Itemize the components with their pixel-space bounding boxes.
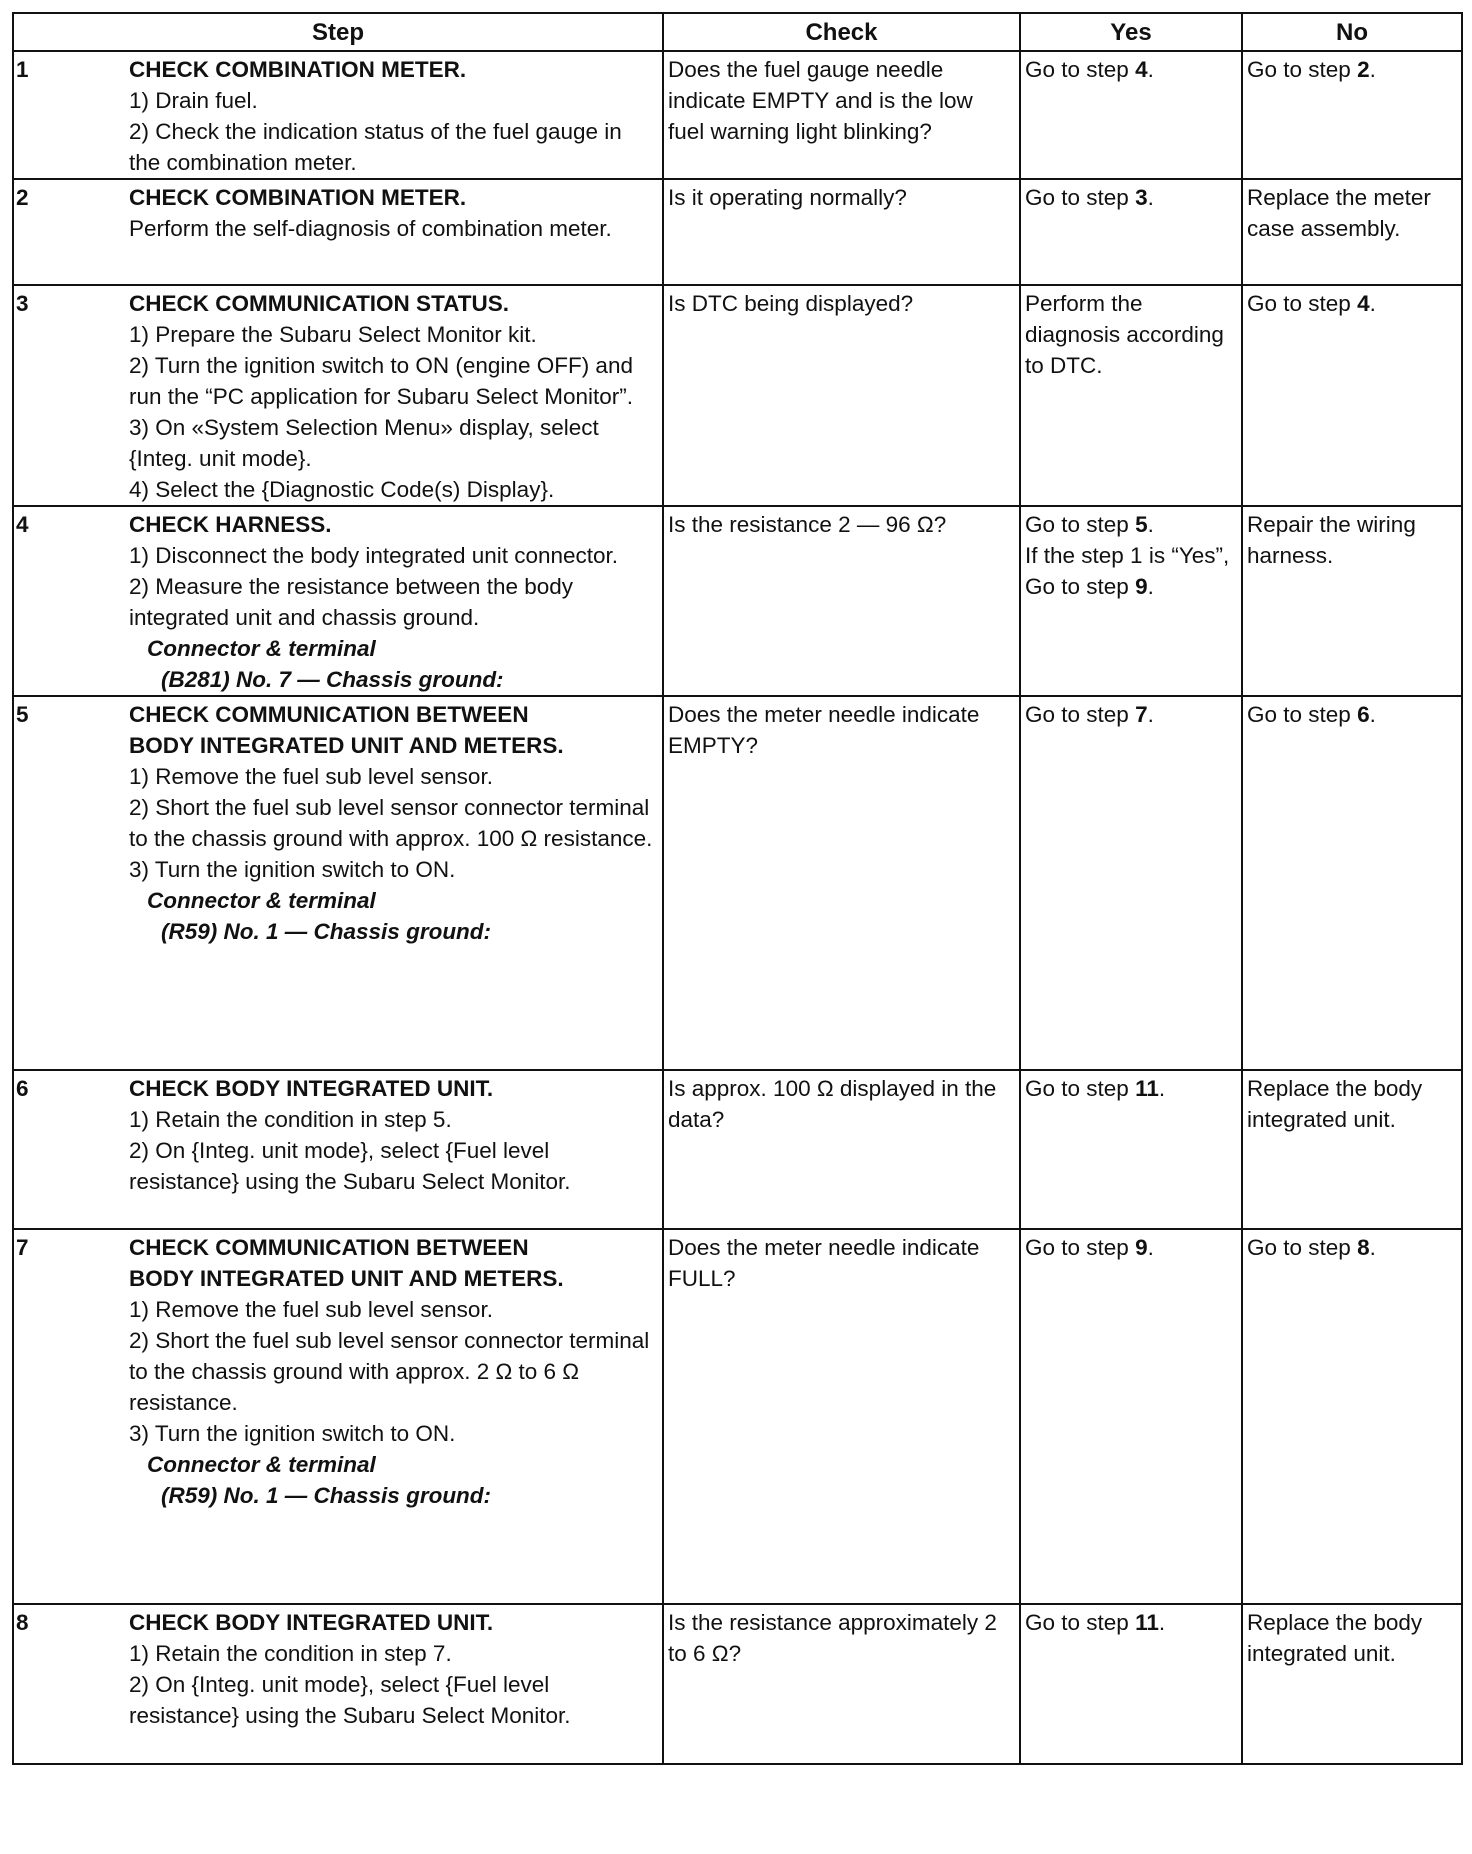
yes-text-end: . — [1158, 1610, 1166, 1635]
step-content — [14, 697, 662, 947]
no-text: Replace the meter case assembly. — [1247, 185, 1431, 241]
yes-text: Go to step — [1025, 1076, 1136, 1101]
step-number: 1 — [16, 57, 29, 82]
step-body — [129, 1605, 662, 1731]
check-cell — [663, 1604, 1020, 1764]
yes-cell — [1020, 696, 1242, 1070]
yes-result — [1025, 699, 1237, 730]
step-title — [129, 1073, 658, 1104]
no-step-number: 8 — [1357, 1235, 1370, 1260]
yes-result — [1025, 509, 1237, 540]
check-text: Does the meter needle indicate FULL? — [668, 1235, 980, 1291]
table-row — [13, 1604, 1462, 1764]
step-title-line: BODY INTEGRATED UNIT AND METERS. — [129, 1266, 564, 1291]
yes-cell — [1020, 1070, 1242, 1229]
no-text-end: . — [1369, 57, 1376, 82]
yes-cell — [1020, 1229, 1242, 1604]
step-title — [129, 182, 658, 213]
procedure-line: 2) Short the fuel sub level sensor connector terminal to the chassis ground with approx. 100 Ω resistance. — [129, 795, 653, 851]
yes-result — [1025, 182, 1237, 213]
procedure-line: 1) Disconnect the body integrated unit connector. — [129, 543, 619, 568]
step-body — [129, 1230, 662, 1511]
procedure-line: 3) Turn the ignition switch to ON. — [129, 1421, 456, 1446]
yes-content — [1021, 1071, 1241, 1106]
step-cell — [13, 696, 663, 1070]
step-column-header: Step — [13, 13, 663, 51]
yes-text: Go to step — [1025, 1235, 1136, 1260]
procedure-line: 3) On «System Selection Menu» display, select {Integ. unit mode}. — [129, 415, 599, 471]
table-row — [13, 696, 1462, 1070]
step-title-line: CHECK HARNESS. — [129, 512, 332, 537]
table-row — [13, 506, 1462, 696]
diagnostic-procedure-table — [12, 12, 1463, 1765]
no-content — [1243, 1605, 1461, 1671]
check-cell — [663, 1070, 1020, 1229]
procedure-line: 2) Short the fuel sub level sensor connector terminal to the chassis ground with approx. 2 Ω to 6 Ω resistance. — [129, 1328, 650, 1415]
connector-terminal: (R59) No. 1 — Chassis ground: — [161, 1483, 492, 1508]
no-content — [1243, 507, 1461, 573]
no-text: Replace the body integrated unit. — [1247, 1610, 1423, 1666]
step-title-line: CHECK COMMUNICATION BETWEEN — [129, 1235, 529, 1260]
connector-terminal: (B281) No. 7 — Chassis ground: — [161, 667, 504, 692]
yes-content — [1021, 697, 1241, 732]
no-text: Go to step — [1247, 702, 1358, 727]
yes-text: Go to step — [1025, 512, 1136, 537]
no-step-number: 2 — [1357, 57, 1370, 82]
yes-text-end: . — [1147, 185, 1154, 210]
yes-extra-text-end: . — [1147, 574, 1154, 599]
procedure-line: 1) Remove the fuel sub level sensor. — [129, 764, 493, 789]
yes-step-number: 4 — [1135, 57, 1148, 82]
header-row — [13, 13, 1462, 51]
no-content — [1243, 1071, 1461, 1137]
yes-result — [1025, 1607, 1237, 1638]
yes-extra-step-number: 9 — [1135, 574, 1148, 599]
step-body — [129, 52, 662, 178]
yes-step-number: 11 — [1135, 1076, 1159, 1101]
step-title-line: CHECK COMBINATION METER. — [129, 185, 467, 210]
no-step-number: 4 — [1357, 291, 1370, 316]
step-content — [14, 1071, 662, 1197]
yes-result — [1025, 1073, 1237, 1104]
no-text: Go to step — [1247, 1235, 1358, 1260]
check-text: Is the resistance approximately 2 to 6 Ω? — [668, 1610, 997, 1666]
yes-content — [1021, 180, 1241, 215]
no-cell — [1242, 506, 1462, 696]
check-text: Is DTC being displayed? — [668, 291, 914, 316]
check-cell — [663, 285, 1020, 506]
yes-text: Go to step — [1025, 1610, 1136, 1635]
yes-text: Go to step — [1025, 57, 1136, 82]
yes-step-number: 5 — [1135, 512, 1148, 537]
no-cell — [1242, 179, 1462, 285]
no-cell — [1242, 696, 1462, 1070]
table-row — [13, 51, 1462, 179]
connector-label: Connector & terminal — [147, 1452, 376, 1477]
step-number: 8 — [16, 1610, 29, 1635]
step-cell — [13, 1604, 663, 1764]
step-cell — [13, 506, 663, 696]
yes-content — [1021, 1230, 1241, 1265]
step-body — [129, 507, 662, 695]
procedure-line: 2) Turn the ignition switch to ON (engine OFF) and run the “PC application for Subaru Select Monitor”. — [129, 353, 633, 409]
procedure-line: 2) Measure the resistance between the body integrated unit and chassis ground. — [129, 574, 574, 630]
no-text: Replace the body integrated unit. — [1247, 1076, 1423, 1132]
step-title — [129, 54, 658, 85]
yes-extra-result — [1025, 540, 1237, 602]
procedure-line: 1) Remove the fuel sub level sensor. — [129, 1297, 493, 1322]
no-text: Go to step — [1247, 57, 1358, 82]
no-content — [1243, 180, 1461, 246]
step-content — [14, 507, 662, 695]
table-row — [13, 285, 1462, 506]
step-title-line: CHECK COMMUNICATION BETWEEN — [129, 702, 529, 727]
step-title-line: CHECK COMMUNICATION STATUS. — [129, 291, 509, 316]
procedure-line: 2) On {Integ. unit mode}, select {Fuel level resistance} using the Subaru Select Monitor. — [129, 1672, 571, 1728]
step-title — [129, 699, 658, 761]
check-text: Does the meter needle indicate EMPTY? — [668, 702, 980, 758]
step-cell — [13, 51, 663, 179]
table-body — [13, 51, 1462, 1764]
yes-step-number: 11 — [1135, 1610, 1159, 1635]
connector-terminal: (R59) No. 1 — Chassis ground: — [161, 919, 492, 944]
yes-step-number: 9 — [1135, 1235, 1148, 1260]
yes-extra-text: If the step 1 is “Yes”, Go to step — [1025, 543, 1230, 599]
step-title — [129, 288, 658, 319]
no-text: Repair the wiring harness. — [1247, 512, 1416, 568]
procedure-line: 1) Drain fuel. — [129, 88, 258, 113]
yes-content — [1021, 286, 1241, 383]
yes-text: Perform the diagnosis according to DTC. — [1025, 291, 1224, 378]
no-text-end: . — [1369, 702, 1376, 727]
yes-cell — [1020, 285, 1242, 506]
check-text: Is approx. 100 Ω displayed in the data? — [668, 1076, 997, 1132]
step-body — [129, 286, 662, 505]
no-cell — [1242, 51, 1462, 179]
check-cell — [663, 1229, 1020, 1604]
no-step-number: 6 — [1357, 702, 1370, 727]
no-content — [1243, 697, 1461, 732]
no-text: Go to step — [1247, 291, 1358, 316]
step-number: 2 — [16, 185, 29, 210]
procedure-line: 1) Retain the condition in step 5. — [129, 1107, 452, 1132]
check-cell — [663, 179, 1020, 285]
yes-step-number: 7 — [1135, 702, 1148, 727]
check-text: Is it operating normally? — [668, 185, 907, 210]
yes-text-end: . — [1147, 512, 1154, 537]
yes-text-end: . — [1147, 702, 1154, 727]
step-title-line: CHECK BODY INTEGRATED UNIT. — [129, 1610, 494, 1635]
procedure-line: 1) Retain the condition in step 7. — [129, 1641, 452, 1666]
no-content — [1243, 286, 1461, 321]
table-row — [13, 1229, 1462, 1604]
step-number: 6 — [16, 1076, 29, 1101]
step-content — [14, 1605, 662, 1731]
step-cell — [13, 285, 663, 506]
check-cell — [663, 696, 1020, 1070]
step-cell — [13, 1229, 663, 1604]
yes-text: Go to step — [1025, 702, 1136, 727]
step-title-line: CHECK COMBINATION METER. — [129, 57, 467, 82]
procedure-line: 1) Prepare the Subaru Select Monitor kit. — [129, 322, 537, 347]
connector-label: Connector & terminal — [147, 636, 376, 661]
no-text-end: . — [1369, 291, 1376, 316]
no-content — [1243, 52, 1461, 87]
procedure-line: 2) On {Integ. unit mode}, select {Fuel level resistance} using the Subaru Select Monitor. — [129, 1138, 571, 1194]
check-text: Is the resistance 2 — 96 Ω? — [668, 512, 947, 537]
yes-content — [1021, 1605, 1241, 1640]
step-body — [129, 697, 662, 947]
step-body — [129, 180, 662, 244]
procedure-line: 4) Select the {Diagnostic Code(s) Display}. — [129, 477, 555, 502]
step-content — [14, 286, 662, 505]
yes-step-number: 3 — [1135, 185, 1148, 210]
yes-cell — [1020, 506, 1242, 696]
step-title — [129, 1232, 658, 1294]
no-cell — [1242, 1229, 1462, 1604]
yes-cell — [1020, 1604, 1242, 1764]
yes-result — [1025, 54, 1237, 85]
check-text: Does the fuel gauge needle indicate EMPTY and is the low fuel warning light blinking? — [668, 57, 973, 144]
no-cell — [1242, 285, 1462, 506]
step-content — [14, 52, 662, 178]
no-text-end: . — [1369, 1235, 1376, 1260]
step-title-line: CHECK BODY INTEGRATED UNIT. — [129, 1076, 494, 1101]
step-body — [129, 1071, 662, 1197]
no-content — [1243, 1230, 1461, 1265]
procedure-line: 3) Turn the ignition switch to ON. — [129, 857, 456, 882]
check-cell — [663, 506, 1020, 696]
step-cell — [13, 179, 663, 285]
yes-content — [1021, 507, 1241, 604]
yes-column-header: Yes — [1020, 13, 1242, 51]
yes-result — [1025, 288, 1237, 381]
procedure-line: 2) Check the indication status of the fuel gauge in the combination meter. — [129, 119, 622, 175]
no-cell — [1242, 1604, 1462, 1764]
step-title-line: BODY INTEGRATED UNIT AND METERS. — [129, 733, 564, 758]
step-content — [14, 180, 662, 244]
step-title — [129, 1607, 658, 1638]
connector-label: Connector & terminal — [147, 888, 376, 913]
procedure-line: Perform the self-diagnosis of combination meter. — [129, 216, 612, 241]
step-title — [129, 509, 658, 540]
step-number: 7 — [16, 1235, 29, 1260]
yes-result — [1025, 1232, 1237, 1263]
check-cell — [663, 51, 1020, 179]
yes-cell — [1020, 51, 1242, 179]
step-number: 5 — [16, 702, 29, 727]
step-number: 4 — [16, 512, 29, 537]
yes-text-end: . — [1147, 57, 1154, 82]
table-row — [13, 1070, 1462, 1229]
step-content — [14, 1230, 662, 1511]
yes-text-end: . — [1158, 1076, 1166, 1101]
check-column-header: Check — [663, 13, 1020, 51]
yes-text-end: . — [1147, 1235, 1154, 1260]
step-number: 3 — [16, 291, 29, 316]
table-row — [13, 179, 1462, 285]
step-cell — [13, 1070, 663, 1229]
yes-text: Go to step — [1025, 185, 1136, 210]
yes-content — [1021, 52, 1241, 87]
no-column-header: No — [1242, 13, 1462, 51]
no-cell — [1242, 1070, 1462, 1229]
yes-cell — [1020, 179, 1242, 285]
